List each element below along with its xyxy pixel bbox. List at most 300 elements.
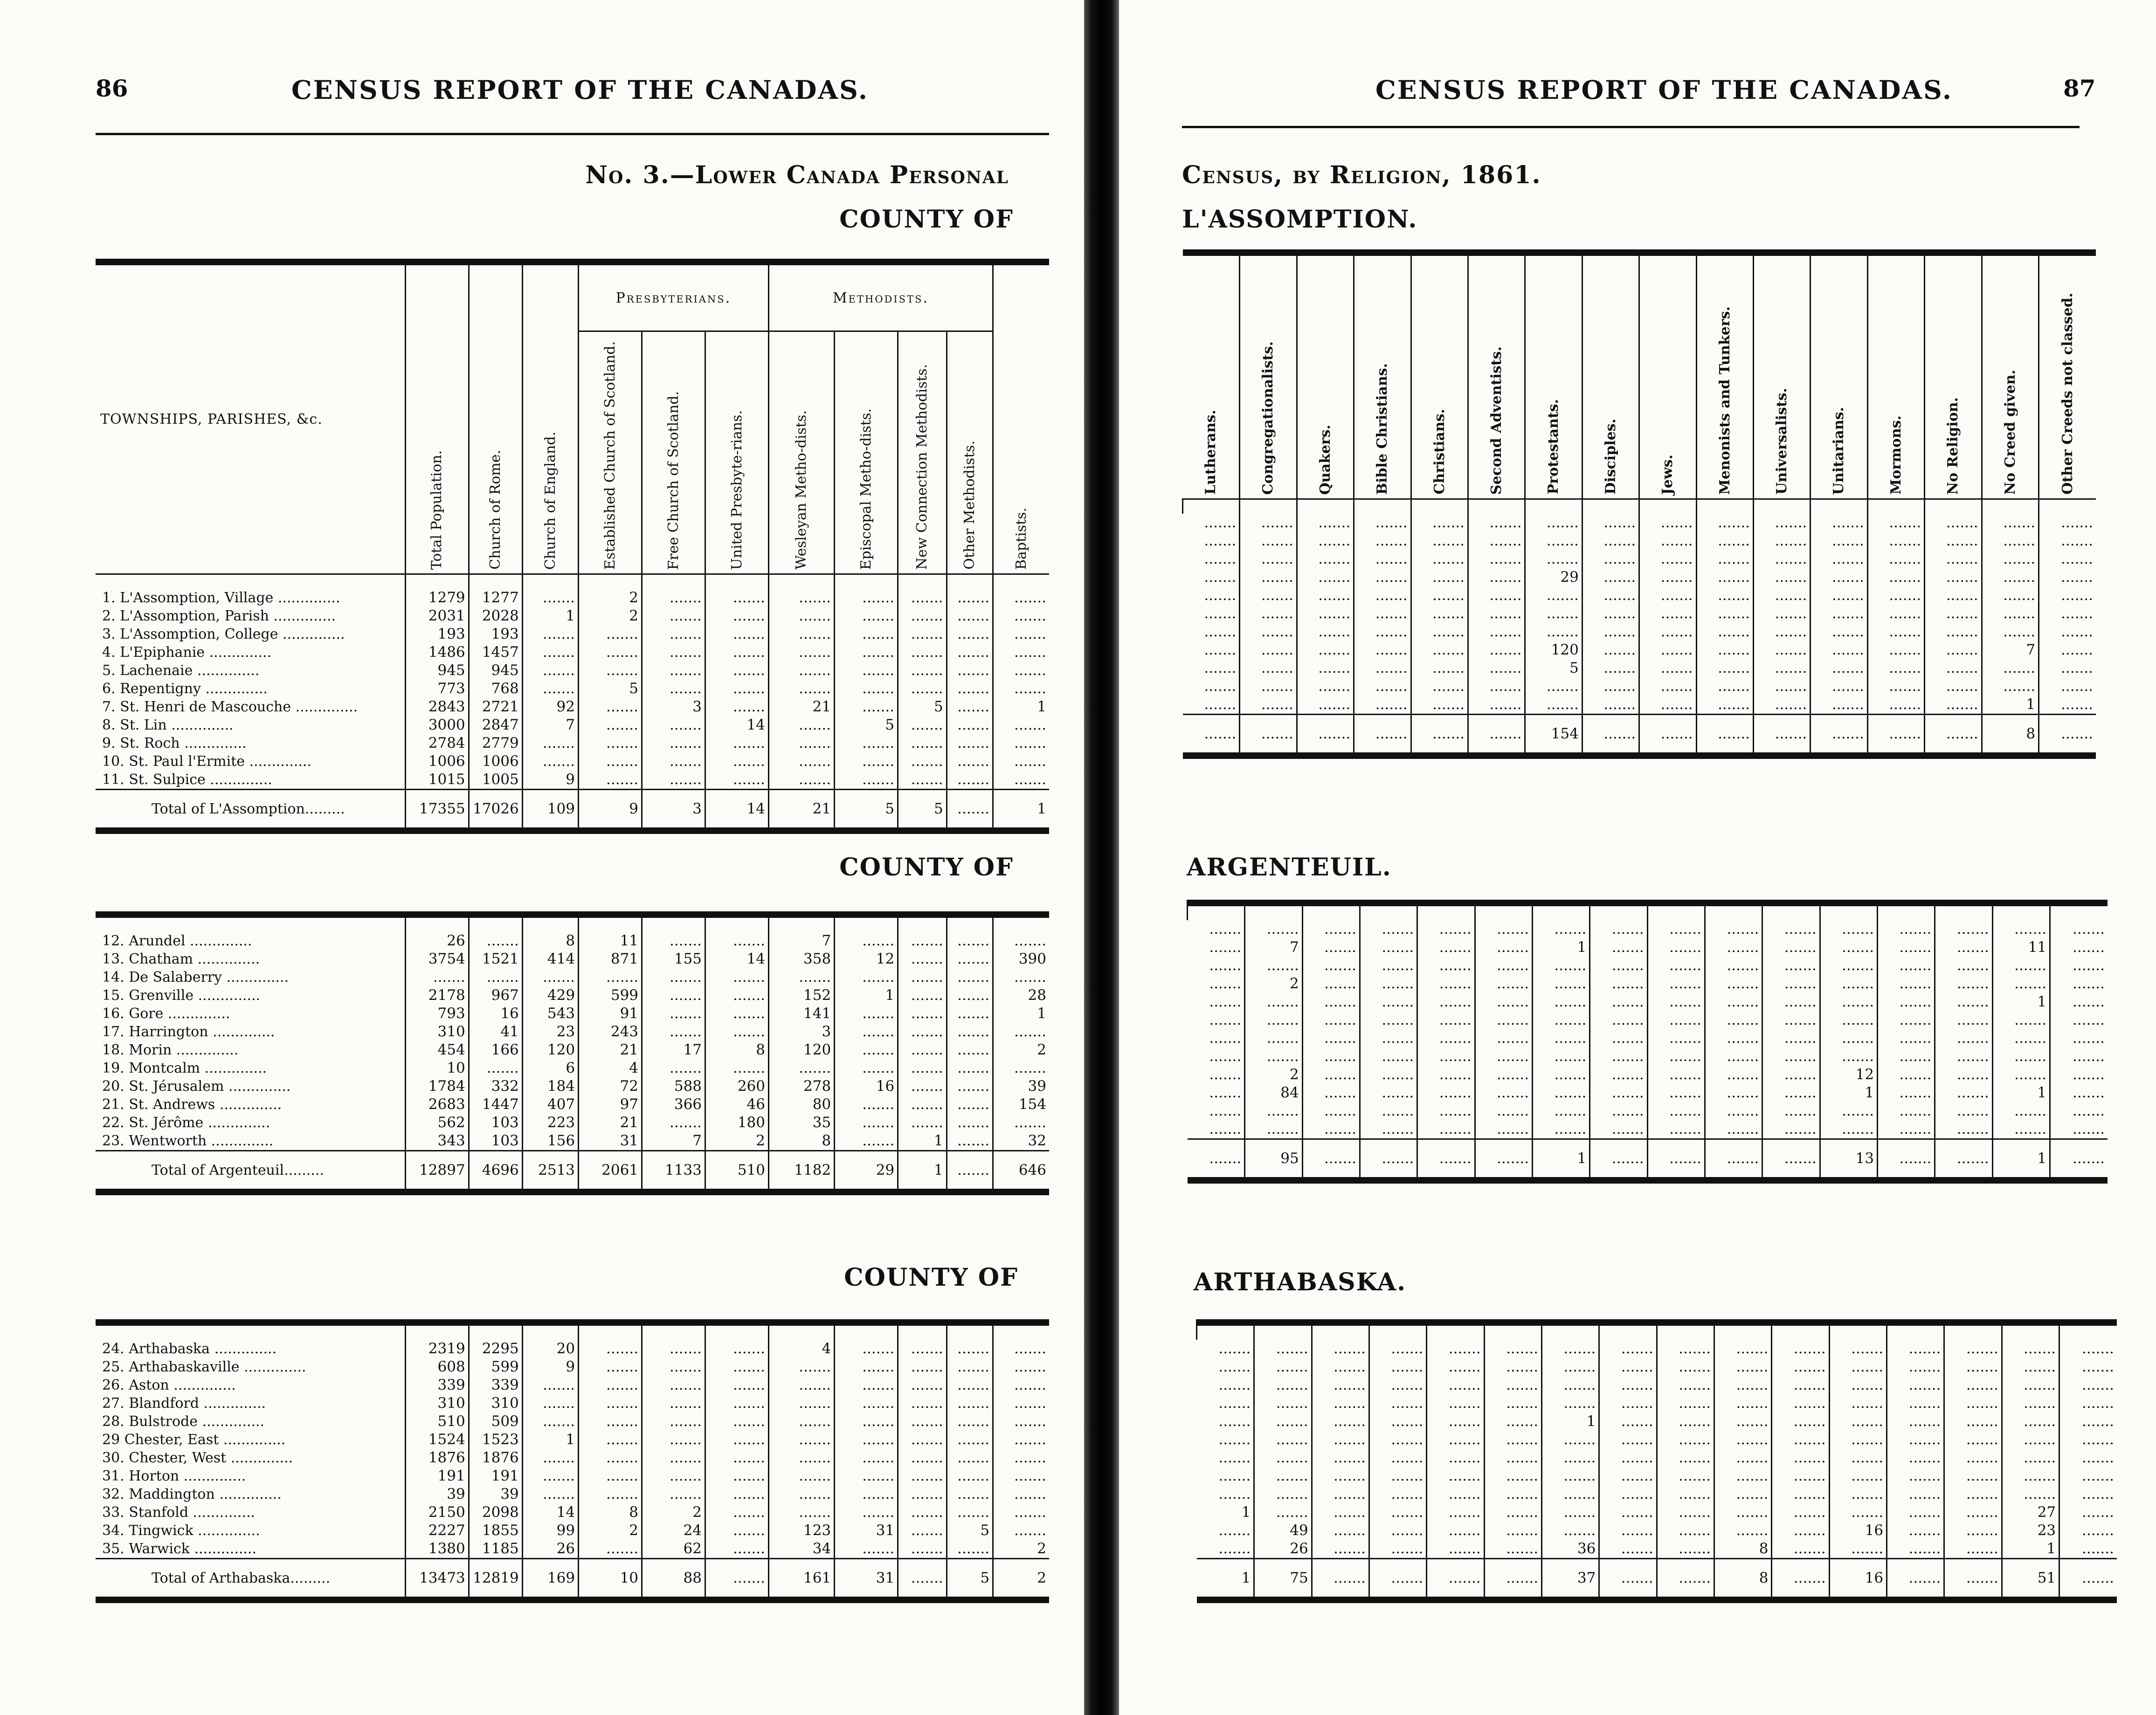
cell-value: ....... [1369,1449,1427,1467]
cell-value: ....... [993,932,1049,950]
cell-value: ....... [1887,1376,1944,1394]
cell-value: ....... [705,589,768,607]
cell-value: ....... [1992,1011,2050,1029]
cell-value: ....... [1820,993,1877,1011]
spacer-cell [1297,499,1354,514]
cell-value: ....... [947,1449,993,1467]
cell-value: ....... [947,661,993,680]
cell-value: ....... [1935,1011,1992,1029]
cell-value: ....... [1218,1395,1251,1412]
cell-value: ....... [898,1394,947,1412]
spacer-cell [1302,903,1360,920]
cell-value: ....... [1525,605,1582,623]
total-value: 29 [835,1151,898,1192]
cell-value: ....... [1599,1376,1657,1394]
cell-value: ....... [835,1449,898,1467]
column-header-label: Bible Christians. [1374,363,1391,495]
cell-value: ....... [1411,532,1468,550]
cell-value: ....... [1204,660,1237,676]
cell-value: ....... [1209,939,1242,956]
cell-value: ....... [898,680,947,698]
cell-value: ....... [768,661,834,680]
column-header [947,331,993,574]
cell-value: ....... [705,1358,769,1376]
cell-value: ....... [898,1540,947,1559]
cell-value: ....... [769,1394,835,1412]
cell-value: ....... [1484,1358,1541,1376]
cell-value: ....... [1992,920,2050,938]
cell-value: ....... [1590,1084,1647,1102]
cell-value: ....... [1245,1102,1302,1120]
cell-value: ....... [1925,677,1982,696]
cell-value: ....... [1369,1467,1427,1485]
cell-value: ....... [1354,659,1411,677]
cell-value: 773 [405,680,469,698]
cell-value: ....... [1302,920,1360,938]
spacer-cell [1696,499,1753,514]
row-name: 4. L'Epiphanie .............. [102,644,272,661]
cell-value: ....... [1354,605,1411,623]
cell-value: 193 [405,625,469,643]
spacer-cell [1188,903,1245,920]
cell-value: ....... [1754,605,1810,623]
cell-value: ....... [993,1485,1049,1503]
cell-value: ....... [1762,1084,1820,1102]
cell-value: ....... [642,1431,705,1449]
cell-value: 3 [769,1023,835,1041]
cell-value: 2683 [405,1095,469,1114]
total-value: 21 [768,790,834,831]
cell-value: ....... [1810,623,1867,641]
cell-value: ....... [947,1077,993,1095]
cell-value: ....... [835,752,898,771]
table-row [1188,975,2108,993]
table-row [1197,1540,2117,1559]
cell-value: ....... [835,1358,898,1376]
cell-value: 1 [1992,1084,2050,1102]
table-row [1197,1412,2117,1431]
cell-value: ....... [2059,1522,2117,1540]
cell-value: ....... [1218,1413,1251,1430]
cell-value: 260 [705,1077,769,1095]
cell-value: 2028 [469,607,522,625]
cell-value: ....... [1829,1431,1886,1449]
left-table-lassomption [96,259,1049,834]
cell-value: ....... [1245,1047,1302,1066]
cell-value: ....... [1590,957,1647,975]
column-header [768,331,834,574]
cell-value: ....... [705,734,768,752]
cell-value: ....... [1925,568,1982,586]
cell-value: 14 [522,1503,578,1522]
cell-value: 1 [522,1431,578,1449]
cell-value: ....... [1302,993,1360,1011]
cell-value: ....... [1209,1012,1242,1028]
spacer-cell [1245,903,1302,920]
column-header [1411,253,1468,499]
cell-value: ....... [1982,659,2039,677]
cell-value: ....... [1599,1540,1657,1559]
cell-value: ....... [1312,1467,1369,1485]
cell-value: ....... [642,932,705,950]
cell-value: ....... [835,1376,898,1394]
cell-value: ....... [1810,605,1867,623]
cell-value: ....... [1360,1066,1417,1084]
cell-value: ....... [1209,1121,1242,1137]
row-name: 24. Arthabaska .............. [102,1341,277,1357]
cell-value: ....... [947,1340,993,1358]
table-row [96,1449,1049,1467]
cell-value: ....... [898,968,947,986]
row-name: 26. Aston .............. [102,1377,236,1393]
cell-value: ....... [1657,1522,1714,1540]
cell-value: ....... [1209,975,1242,992]
cell-value: 5 [1525,659,1582,677]
cell-value: ....... [898,752,947,771]
cell-value: ....... [1254,1394,1312,1412]
cell-value: ....... [1484,1449,1541,1467]
right-running-head: CENSUS REPORT OF THE CANADAS. [1375,75,1953,105]
cell-value: ....... [1360,938,1417,957]
cell-value: ....... [1657,1394,1714,1412]
cell-value: ....... [1696,550,1753,568]
cell-value: 2 [579,607,642,625]
cell-value: 41 [469,1023,522,1041]
cell-value: 608 [405,1358,469,1376]
cell-value: ....... [1204,605,1237,622]
cell-value: ....... [1754,532,1810,550]
cell-value: ....... [1427,1485,1484,1503]
cell-value: ....... [1209,1066,1242,1083]
spacer-cell [469,1322,522,1340]
cell-value: ....... [1240,659,1297,677]
cell-value: ....... [1599,1431,1657,1449]
total-value: 510 [705,1151,769,1192]
total-value: ....... [1878,1139,1935,1181]
cell-value: ....... [1417,1011,1475,1029]
cell-value: 967 [469,986,522,1005]
cell-value: ....... [1369,1503,1427,1522]
cell-value: ....... [1354,514,1411,532]
cell-value: 120 [522,1041,578,1059]
row-name: 12. Arundel .............. [102,933,252,949]
cell-value: ....... [1944,1467,2002,1485]
cell-value: ....... [1484,1412,1541,1431]
column-header [835,331,898,574]
cell-value: 945 [405,661,469,680]
total-value: ....... [1411,715,1468,756]
cell-value: 343 [405,1132,469,1151]
cell-value: ....... [1772,1376,1829,1394]
group-header-methodists: Methodists. [768,262,993,331]
cell-value: ....... [1820,975,1877,993]
total-value: ....... [1944,1559,2002,1600]
cell-value: ....... [1302,1047,1360,1066]
cell-value: 1 [993,1005,1049,1023]
cell-value: 156 [522,1132,578,1151]
cell-value: ....... [1475,938,1532,957]
cell-value: ....... [1360,975,1417,993]
table-row [96,1114,1049,1132]
cell-value: ....... [1427,1340,1484,1358]
cell-value: ....... [1714,1449,1772,1467]
cell-value: 99 [522,1522,578,1540]
cell-value: ....... [1935,1029,1992,1047]
cell-value: ....... [1297,514,1354,532]
cell-value: ....... [1468,623,1525,641]
cell-value: ....... [768,771,834,790]
cell-value: ....... [1360,1084,1417,1102]
cell-value: ....... [579,1376,642,1394]
cell-value: ....... [1657,1485,1714,1503]
cell-value: 31 [579,1132,642,1151]
cell-value: 310 [469,1394,522,1412]
cell-value: ....... [1696,568,1753,586]
cell-value: ....... [1417,1120,1475,1139]
cell-value: ....... [579,1412,642,1431]
cell-value: ....... [768,734,834,752]
cell-value: ....... [579,1540,642,1559]
cell-value: ....... [835,1005,898,1023]
cell-value: ....... [1302,957,1360,975]
cell-value: ....... [898,950,947,968]
total-value: 5 [898,790,947,831]
spacer-cell [642,915,705,932]
table-row [1188,993,2108,1011]
cell-value: ....... [642,643,705,661]
cell-value: ....... [1754,586,1810,605]
cell-value: ....... [1878,1029,1935,1047]
total-value: 12819 [469,1559,522,1600]
cell-value: ....... [1209,1048,1242,1065]
cell-value: 1 [993,698,1049,716]
cell-value: ....... [1204,551,1237,567]
spacer-cell [2059,1322,2117,1340]
spacer-cell [1878,903,1935,920]
cell-value: ....... [1204,696,1237,713]
cell-value: ....... [1878,1047,1935,1066]
cell-value: ....... [1590,1047,1647,1066]
table-row [96,1023,1049,1041]
row-name: 27. Blandford .............. [102,1395,266,1412]
spacer-cell [1599,1322,1657,1340]
cell-value: ....... [1297,696,1354,715]
cell-value: ....... [835,1503,898,1522]
cell-value: ....... [1982,568,2039,586]
cell-value: ....... [768,625,834,643]
total-value: ....... [1240,715,1297,756]
cell-value: ....... [947,1358,993,1376]
cell-value: ....... [705,1394,769,1412]
cell-value: ....... [1887,1503,1944,1522]
cell-value: ....... [1411,550,1468,568]
cell-value: ....... [1705,1120,1762,1139]
cell-value: ....... [1705,920,1762,938]
cell-value: 1486 [405,643,469,661]
cell-value: ....... [1639,568,1696,586]
cell-value: ....... [1484,1540,1541,1559]
table-row [1188,920,2108,938]
cell-value: ....... [1829,1485,1886,1503]
cell-value: ....... [993,1340,1049,1358]
spacer-cell [1582,499,1639,514]
cell-value: ....... [1599,1358,1657,1376]
table-row [1188,1029,2108,1047]
cell-value: ....... [642,1005,705,1023]
total-value: 3 [642,790,705,831]
cell-value: ....... [2050,1011,2108,1029]
cell-value: ....... [947,1412,993,1431]
cell-value: 3754 [405,950,469,968]
cell-value: 31 [835,1522,898,1540]
cell-value: ....... [705,625,768,643]
cell-value: ....... [1533,920,1590,938]
cell-value: ....... [993,1467,1049,1485]
column-header-label: Wesleyan Metho-dists. [793,410,810,570]
spacer-cell [1925,499,1982,514]
cell-value: ....... [1302,1066,1360,1084]
county-name: L'ASSOMPTION. [1182,205,1418,234]
cell-value: ....... [898,986,947,1005]
cell-value: ....... [1647,920,1705,938]
total-value: ....... [1657,1559,1714,1600]
cell-value: ....... [1887,1431,1944,1449]
cell-value: 1 [898,1132,947,1151]
cell-value: ....... [642,1059,705,1077]
table-row [96,1340,1049,1358]
spacer-cell [1762,903,1820,920]
cell-value: 1 [1992,993,2050,1011]
cell-value: ....... [1245,1029,1302,1047]
column-header-label: Other Creeds not classed. [2059,293,2076,495]
cell-value: ....... [835,968,898,986]
left-page-number: 86 [96,75,128,102]
cell-value: ....... [1810,659,1867,677]
cell-value: ....... [705,643,768,661]
cell-value: ....... [947,1394,993,1412]
column-header [579,331,642,574]
cell-value: ....... [1417,938,1475,957]
cell-value: ....... [835,698,898,716]
cell-value: ....... [993,1376,1049,1394]
cell-value: ....... [1302,1120,1360,1139]
column-header [1925,253,1982,499]
total-value: ....... [1696,715,1753,756]
spacer-cell [96,1322,405,1340]
cell-value: ....... [1218,1486,1251,1502]
cell-value: ....... [947,1114,993,1132]
cell-value: 1005 [469,771,522,790]
cell-value: ....... [1360,920,1417,938]
column-header [993,262,1049,574]
cell-value: 407 [522,1095,578,1114]
total-value: 1 [1992,1139,2050,1181]
cell-value: ....... [1647,1029,1705,1047]
cell-value: ....... [1925,532,1982,550]
cell-value: ....... [642,716,705,734]
cell-value: 871 [579,950,642,968]
cell-value: ....... [2050,993,2108,1011]
cell-value: 32 [993,1132,1049,1151]
cell-value: ....... [1944,1449,2002,1467]
cell-value: ....... [522,752,578,771]
total-value: ....... [1427,1559,1484,1600]
total-value: ....... [1935,1139,1992,1181]
cell-value: ....... [947,771,993,790]
cell-value: ....... [1204,678,1237,695]
cell-value: ....... [1878,1066,1935,1084]
total-value: 109 [522,790,578,831]
cell-value: ....... [1935,938,1992,957]
total-value: 12897 [405,1151,469,1192]
total-value: ....... [1369,1559,1427,1600]
cell-value: ....... [898,1412,947,1431]
cell-value: ....... [1542,1449,1599,1467]
spacer-cell [835,915,898,932]
cell-value: ....... [1542,1503,1599,1522]
cell-value: 793 [405,1005,469,1023]
cell-value: ....... [642,1376,705,1394]
cell-value: ....... [1657,1449,1714,1467]
cell-value: ....... [705,661,768,680]
cell-value: 28 [993,986,1049,1005]
cell-value: ....... [1810,677,1867,696]
cell-value: ....... [1714,1376,1772,1394]
spacer-cell [579,915,642,932]
cell-value: ....... [1714,1467,1772,1485]
cell-value: ....... [1417,1029,1475,1047]
spacer-cell [1417,903,1475,920]
cell-value: 2295 [469,1340,522,1358]
row-name: 23. Wentworth .............. [102,1133,274,1149]
total-value: ....... [947,790,993,831]
cell-value: ....... [1254,1431,1312,1449]
cell-value: ....... [1240,677,1297,696]
cell-value: ....... [898,1467,947,1485]
cell-value: ....... [522,589,578,607]
cell-value: ....... [1878,920,1935,938]
cell-value: ....... [1925,586,1982,605]
cell-value: ....... [1714,1485,1772,1503]
cell-value: ....... [1599,1340,1657,1358]
cell-value: 34 [769,1540,835,1559]
cell-value: ....... [993,968,1049,986]
right-table-argenteuil [1187,900,2108,1184]
cell-value: ....... [1657,1376,1714,1394]
cell-value: 1 [522,607,578,625]
table-row [96,661,1049,680]
total-value: 1182 [769,1151,835,1192]
cell-value: 35 [769,1114,835,1132]
cell-value: ....... [1411,586,1468,605]
cell-value: ....... [1468,550,1525,568]
cell-value: ....... [1772,1340,1829,1358]
cell-value: 2 [579,1522,642,1540]
cell-value: ....... [2002,1431,2059,1449]
cell-value: ....... [1369,1358,1427,1376]
cell-value: ....... [1297,623,1354,641]
cell-value: ....... [469,1059,522,1077]
cell-value: ....... [1590,1029,1647,1047]
cell-value: ....... [1525,586,1582,605]
cell-value: ....... [1820,920,1877,938]
cell-value: 120 [1525,641,1582,659]
cell-value: ....... [1925,659,1982,677]
county-label: COUNTY OF [844,1263,1018,1292]
cell-value: ....... [1925,623,1982,641]
cell-value: ....... [1297,568,1354,586]
cell-value: ....... [1302,975,1360,993]
